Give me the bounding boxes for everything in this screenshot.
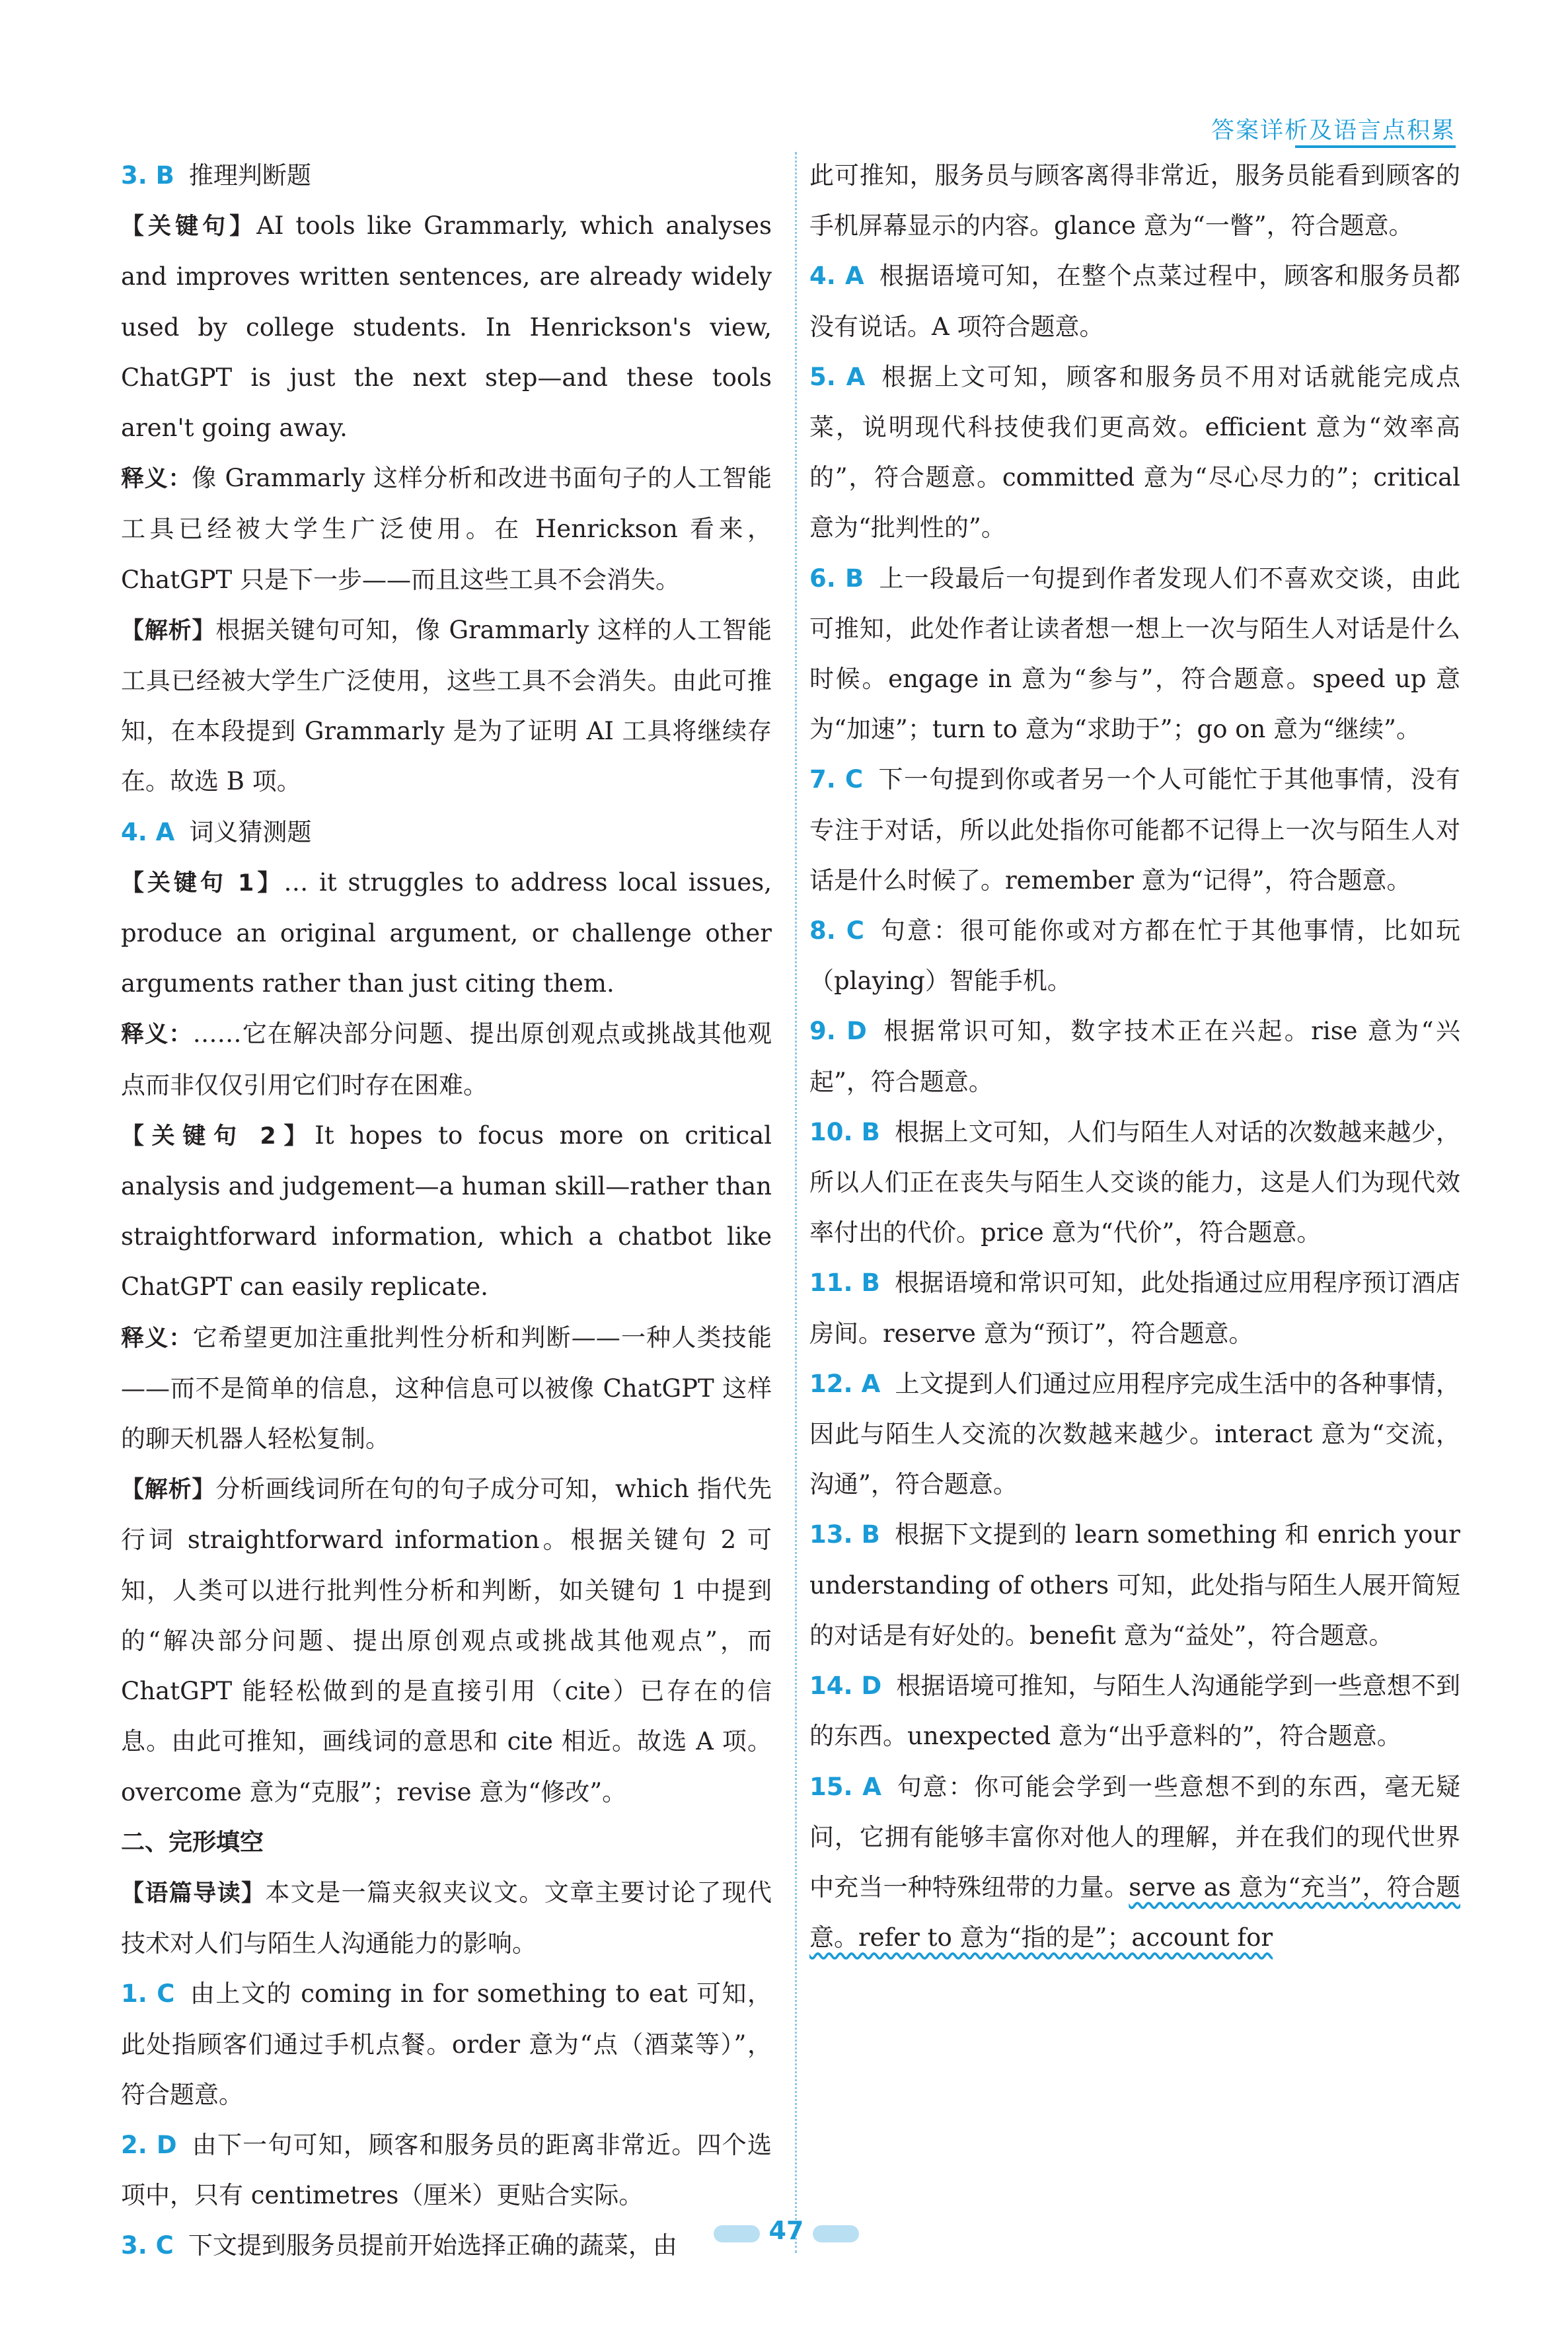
answer-item <box>809 755 1460 906</box>
header-title: 答案详析及语言点积累 <box>1211 118 1456 144</box>
labeled-paragraph <box>121 201 772 453</box>
answer-item <box>121 2221 772 2271</box>
answer-number: 10. B <box>809 1117 880 1146</box>
left-column <box>121 151 772 2271</box>
answer-text: 推理判断题 <box>188 161 311 190</box>
answer-item <box>809 251 1460 351</box>
translation-label: 释义： <box>121 1021 193 1049</box>
answer-text: 由下一句可知，顾客和服务员的距离非常近。四个选项中，只有 centimetres（厘米）更贴合实际。 <box>121 2130 772 2210</box>
labeled-paragraph <box>121 605 772 807</box>
answer-text: 根据下文提到的 learn something 和 enrich your understanding of others 可知，此处指与陌生人展开简短的对话是有好处的。benefit 意为“益处”，符合题意。 <box>809 1520 1460 1650</box>
answer-item <box>809 1510 1460 1661</box>
paragraph-text: 根据关键句可知，像 Grammarly 这样的人工智能工具已经被大学生广泛使用，这些工具不会消失。由此可推知，在本段提到 Grammarly 是为了证明 AI 工具将继续存在。故选 B 项。 <box>121 615 772 796</box>
paragraph-text: 本文是一篇夹叙夹议文。文章主要讨论了现代技术对人们与陌生人沟通能力的影响。 <box>121 1878 772 1958</box>
section-heading: 二、完形填空 <box>121 1828 264 1856</box>
paragraph-label: 【语篇导读】 <box>121 1880 266 1907</box>
paragraph-text: 分析画线词所在句的句子成分可知，which 指代先行词 straightforward information。根据关键句 2 可知，人类可以进行批判性分析和判断，如关键句 1 中提到的“解决部分问题、提出原创观点或挑战其他观点”，而 ChatGPT 能轻松做到的是直接引用（cite）已存在的信息。由此可推知，画线词的意思和 cite 相近。故选 A 项。overcome 意为“克服”；revise 意为“修改”。 <box>121 1475 772 1806</box>
translation-text: 它希望更加注重批判性分析和判断——一种人类技能——而不是简单的信息，这种信息可以被像 ChatGPT 这样的聊天机器人轻松复制。 <box>121 1323 772 1454</box>
translation-paragraph <box>121 453 772 605</box>
right-column <box>809 151 1460 1963</box>
answer-text: 根据语境可知，在整个点菜过程中，顾客和服务员都没有说话。A 项符合题意。 <box>809 262 1461 341</box>
answer-number: 3. B <box>121 161 174 190</box>
answer-item <box>809 906 1460 1006</box>
answer-text: 上一段最后一句提到作者发现人们不喜欢交谈，由此可推知，此处作者让读者想一想上一次与陌生人对话是什么时候。engage in 意为“参与”，符合题意。speed up 意为“加速”；turn to 意为“求助于”；go on 意为“继续”。 <box>809 564 1460 744</box>
answer-number: 1. C <box>121 1979 175 2009</box>
answer-text: 根据常识可知，数字技术正在兴起。rise 意为“兴起”，符合题意。 <box>809 1017 1460 1096</box>
answer-text: 句意：很可能你或对方都在忙于其他事情，比如玩（playing）智能手机。 <box>809 916 1460 996</box>
header-rule <box>1295 145 1456 148</box>
answer-text: 下文提到服务员提前开始选择正确的蔬菜，由 <box>188 2231 677 2260</box>
page-number-bar <box>714 2216 859 2245</box>
answer-number: 14. D <box>809 1672 882 1701</box>
answer-item <box>121 807 772 858</box>
answer-item <box>809 1107 1460 1259</box>
answer-number: 11. B <box>809 1269 880 1298</box>
answer-number: 6. B <box>809 564 864 593</box>
paragraph-label: 【解析】 <box>121 1477 216 1504</box>
translation-label: 释义： <box>121 1325 193 1352</box>
answer-item <box>809 352 1460 554</box>
answer-item <box>809 1661 1460 1761</box>
answer-number: 3. C <box>121 2231 174 2260</box>
translation-paragraph <box>121 1313 772 1465</box>
answer-number: 9. D <box>809 1017 867 1046</box>
wavy-underlined-text: serve as 意为“充当”，符合题意。refer to 意为“指的是”；account for <box>809 1872 1461 1952</box>
paragraph-text: 此可推知，服务员与顾客离得非常近，服务员能看到顾客的手机屏幕显示的内容。glance 意为“一瞥”，符合题意。 <box>809 161 1460 240</box>
paragraph-label: 【关键句】 <box>121 213 257 240</box>
answer-number: 5. A <box>809 362 866 391</box>
answer-item <box>809 1258 1460 1358</box>
labeled-paragraph <box>121 858 772 1010</box>
continued-text <box>809 151 1460 251</box>
answer-item <box>121 2120 772 2221</box>
translation-paragraph <box>121 1009 772 1110</box>
labeled-paragraph <box>121 1111 772 1313</box>
answer-number: 15. A <box>809 1772 881 1801</box>
answer-item <box>809 554 1460 755</box>
page-bar-left <box>714 2225 760 2242</box>
answer-text: 根据语境和常识可知，此处指通过应用程序预订酒店房间。reserve 意为“预订”，符合题意。 <box>809 1269 1460 1348</box>
paragraph-text: It hopes to focus more on critical analysis and judgement—a human skill—rather than straightforward information, which a chatbot like ChatGPT can easily replicate. <box>121 1121 772 1302</box>
paragraph-text: … it struggles to address local issues, produce an original argument, or challenge other arguments rather than just citing them. <box>121 867 772 998</box>
translation-text: 像 Grammarly 这样分析和改进书面句子的人工智能工具已经被大学生广泛使用。在 Henrickson 看来，ChatGPT 只是下一步——而且这些工具不会消失。 <box>121 464 772 594</box>
answer-text: 根据上文可知，顾客和服务员不用对话就能完成点菜，说明现代科技使我们更高效。efficient 意为“效率高的”，符合题意。committed 意为“尽心尽力的”；critical 意为“批判性的”。 <box>809 362 1460 542</box>
answer-item <box>121 1969 772 2120</box>
answer-text: 由上文的 coming in for something to eat 可知，此处指顾客们通过手机点餐。order 意为“点（酒菜等）”，符合题意。 <box>121 1979 772 2109</box>
answer-text: 根据上文可知，人们与陌生人对话的次数越来越少，所以人们正在丧失与陌生人交谈的能力，这是人们为现代效率付出的代价。price 意为“代价”，符合题意。 <box>809 1117 1460 1247</box>
answer-text: 句意：你可能会学到一些意想不到的东西，毫无疑问，它拥有能够丰富你对他人的理解，并在我们的现代世界中充当一种特殊纽带的力量。 <box>809 1772 1461 1901</box>
answer-number: 4. A <box>809 262 864 291</box>
translation-text: ……它在解决部分问题、提出原创观点或挑战其他观点而非仅仅引用它们时存在困难。 <box>121 1019 772 1099</box>
answer-number: 7. C <box>809 765 864 794</box>
answer-number: 12. A <box>809 1369 881 1398</box>
paragraph-label: 【关键句 1】 <box>121 869 284 897</box>
translation-label: 释义： <box>121 466 192 493</box>
column-divider <box>795 152 797 2253</box>
answer-text: 下一句提到你或者另一个人可能忙于其他事情，没有专注于对话，所以此处指你可能都不记得上一次与陌生人对话是什么时候了。remember 意为“记得”，符合题意。 <box>809 765 1461 895</box>
page-header <box>1211 112 1456 145</box>
paragraph-text: AI tools like Grammarly, which analyses and improves written sentences, are already widely used by college students. In Henrickson's view, ChatGPT is just the next step—and these tools aren't going away. <box>121 211 772 443</box>
answer-number: 13. B <box>809 1520 880 1549</box>
paragraph-label: 【关键句 2】 <box>121 1123 315 1150</box>
answer-number: 2. D <box>121 2130 177 2159</box>
labeled-paragraph <box>121 1464 772 1817</box>
answer-number: 8. C <box>809 916 864 945</box>
page-bar-right <box>813 2225 859 2242</box>
answer-item <box>121 151 772 201</box>
page-number: 47 <box>768 2216 804 2245</box>
labeled-paragraph <box>121 1868 772 1969</box>
answer-text: 上文提到人们通过应用程序完成生活中的各种事情，因此与陌生人交流的次数越来越少。interact 意为“交流，沟通”，符合题意。 <box>809 1369 1461 1499</box>
paragraph-label: 【解析】 <box>121 617 216 644</box>
answer-number: 4. A <box>121 817 175 846</box>
answer-text: 根据语境可推知，与陌生人沟通能学到一些意想不到的东西。unexpected 意为“出乎意料的”，符合题意。 <box>809 1672 1461 1751</box>
answer-item <box>809 1006 1460 1107</box>
answer-text: 词义猜测题 <box>189 817 312 846</box>
answer-item <box>809 1762 1460 1964</box>
answer-item <box>809 1359 1460 1510</box>
